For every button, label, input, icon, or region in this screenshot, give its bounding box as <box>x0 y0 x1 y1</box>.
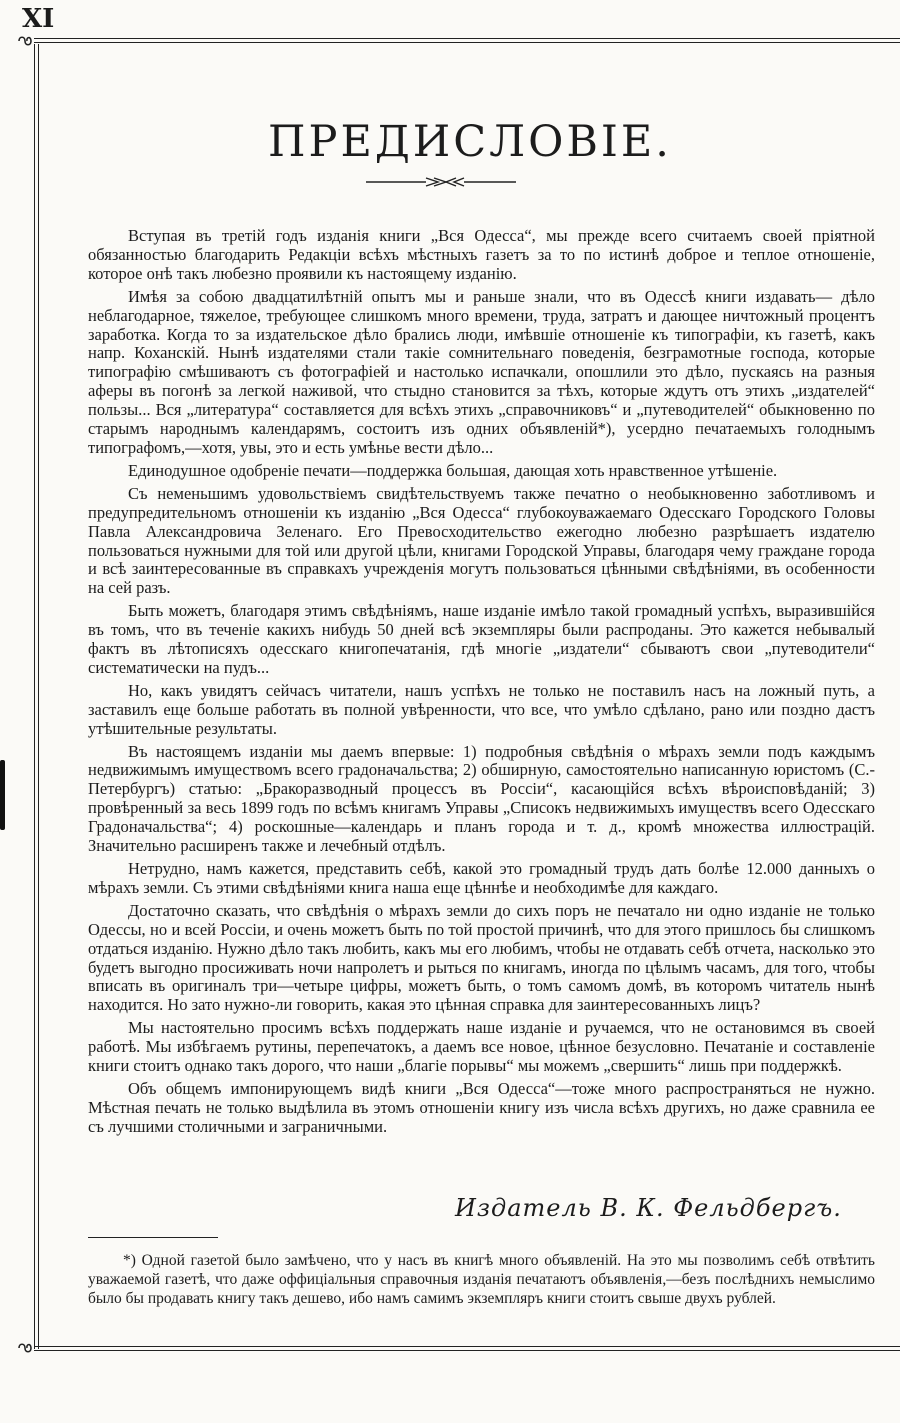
scan-edge-mark <box>0 760 5 830</box>
page-title: ПРЕДИСЛОВІЕ. <box>268 116 672 167</box>
paragraph: Достаточно сказать, что свѣдѣнія о мѣрахъ земли до сихъ поръ не печатало ни одно изданіе не только Одессы, но и всей Россіи, и очень можетъ быть по той простой причинѣ, что для этого пришлось бы слишкомъ отдаться изданію. Нужно дѣло такъ любить, какъ мы его любимъ, чтобы не отдавать себѣ отчета, насколько это будетъ выгодно просиживать ночи напролетъ и рыться по книгамъ, иногда по цѣлымъ часамъ, для того, чтобы вписать въ оригиналъ три—четыре цифры, можетъ быть, о томъ самомъ домѣ, въ которомъ читатель нынѣ находится. Но зато нужно-ли говорить, какая это цѣнная справка для заинтересованныхъ лицъ? <box>88 900 875 1015</box>
paragraph: Объ общемъ импонирующемъ видѣ книги „Вся Одесса“—тоже много распространяться не нужно. Мѣстная печать не только выдѣлила въ этомъ отношеніи книгу изъ числа всѣхъ другихъ, но даже сравнила ее съ лучшими столичными и заграничными. <box>88 1078 875 1136</box>
paragraph: Имѣя за собою двадцатилѣтній опытъ мы и раньше знали, что въ Одессѣ книги издавать— дѣло неблагодарное, тяжелое, требующее слишкомъ много времени, труда, затратъ и дающее ничтожный процентъ заработка. Когда то за издательское дѣло брались люди, имѣвшіе отношеніе къ типографіи, къ газетѣ, какъ напр. Коханскій. Нынѣ издателями стали такіе сомнительнаго поведенія, безграмотные господа, которые типографію смѣшиваютъ съ фотографіей и настолько испачкали, опошлили это дѣло, пускаясь на разныя аферы въ погонѣ за легкой наживой, что стыдно становится за тѣхъ, которые ждутъ отъ этихъ „издателей“ пользы... Вся „литература“ составляется для всѣхъ этихъ „справочниковъ“ и „путеводителей“ обыкновенно по старымъ народнымъ календарямъ, состоитъ изъ одних объявленій*), усердно печатаемыхъ голоднымъ типографомъ,—хотя, увы, это и есть умѣнье вести дѣло... <box>88 286 875 457</box>
publisher-signature: Издатель В. К. Фельдбергъ. <box>455 1194 842 1222</box>
left-border-rule <box>34 44 39 1349</box>
paragraph: Съ неменьшимъ удовольствіемъ свидѣтельствуемъ также печатно о необыкновенно заботливомъ и предупредительномъ отношеніи къ изданію „Вся Одесса“ глубокоуважаемаго Одесскаго Городского Головы Павла Александровича Зеленаго. Его Превосходительство ежегодно любезно разрѣшаетъ издателю пользоваться нужными для той или другой цѣли, книгами Городской Управы, благодаря чему граждане города и всѣ заинтересованные въ справкахъ учрежденія могутъ пользоваться цѣнными свѣдѣніями, въ особенности на сей разъ. <box>88 483 875 598</box>
corner-ornament-top-icon <box>17 34 35 48</box>
paragraph: Вступая въ третій годъ изданія книги „Вся Одесса“, мы прежде всего считаемъ своей пріятной обязанностью благодарить Редакціи всѣхъ мѣстныхъ газетъ за то по истинѣ доброе и теплое отношеніе, которое онѣ такъ любезно проявили къ настоящему изданію. <box>88 226 875 283</box>
paragraph: Единодушное одобреніе печати—поддержка большая, дающая хоть нравственное утѣшеніе. <box>128 460 778 480</box>
paragraph: Но, какъ увидятъ сейчасъ читатели, нашъ успѣхъ не только не поставилъ насъ на ложный путь, а заставилъ еще больше работать въ полной увѣренности, что все, что умѣло сдѣлано, рано или поздно дастъ утѣшительные результаты. <box>88 680 875 738</box>
paragraph: Въ настоящемъ изданіи мы даемъ впервые: 1) подробныя свѣдѣнія о мѣрахъ земли подъ каждымъ недвижимымъ имуществомъ всего градоначальства; 2) обширную, самостоятельно написанную юристомъ (С.-Петербургъ) статью: „Бракоразводный процессъ въ Россіи“, касающійся всѣхъ вѣроисповѣданій; 3) провѣренный за весь 1899 годъ по всѣмъ книгамъ Управы „Списокъ недвижимыхъ имуществъ всего Одесскаго Градоначальства“; 4) роскошные—календарь и планъ города и т. д., кромѣ множества иллюстрацій. Значительно расширенъ также и лечебный отдѣлъ. <box>88 741 875 856</box>
footnote: *) Одной газетой было замѣчено, что у насъ въ книгѣ много объявленій. На это мы позволимъ себѣ отвѣтить уважаемой газетѣ, что даже оффиціальныя справочныя изданія печатаютъ объявленія,—безъ послѣднихъ немыслимо было бы продавать книгу такъ дешево, ибо намъ самимъ экземпляръ книги стоитъ свыше двухъ рублей. <box>88 1252 875 1307</box>
footnote-divider <box>88 1237 218 1238</box>
paragraph: Быть можетъ, благодаря этимъ свѣдѣніямъ, наше изданіе имѣло такой громадный успѣхъ, выразившійся въ томъ, что въ теченіе какихъ нибудь 50 дней всѣ экземпляры были распроданы. Это кажется небывалый фактъ въ лѣтописяхъ одесскаго книгопечатанія, гдѣ многіе „издатели“ сбываютъ свои „путеводители“ систематически на пудъ... <box>88 601 875 677</box>
paragraph: Мы настоятельно просимъ всѣхъ поддержать наше изданіе и ручаемся, что не остановимся въ своей работѣ. Мы избѣгаемъ рутины, перепечатокъ, а даемъ все новое, цѣнное безусловно. Печатаніе и составленіе книги стоитъ однако такъ дорого, что наши „благіе порывы“ мы можемъ „свершить“ лишь при поддержкѣ. <box>88 1018 875 1076</box>
bottom-border-rule <box>18 1345 900 1353</box>
top-border-rule <box>18 37 900 45</box>
preface-body <box>88 227 875 1141</box>
page-number: XI <box>22 4 55 34</box>
corner-ornament-bottom-icon <box>17 1341 35 1355</box>
paragraph: Нетрудно, намъ кажется, представить себѣ, какой это громадный трудъ дать болѣе 12.000 данныхъ о мѣрахъ земли. Съ этими свѣдѣніями книга наша еще цѣннѣе и необходимѣе для каждаго. <box>88 859 875 897</box>
title-divider-ornament-icon <box>366 175 516 189</box>
